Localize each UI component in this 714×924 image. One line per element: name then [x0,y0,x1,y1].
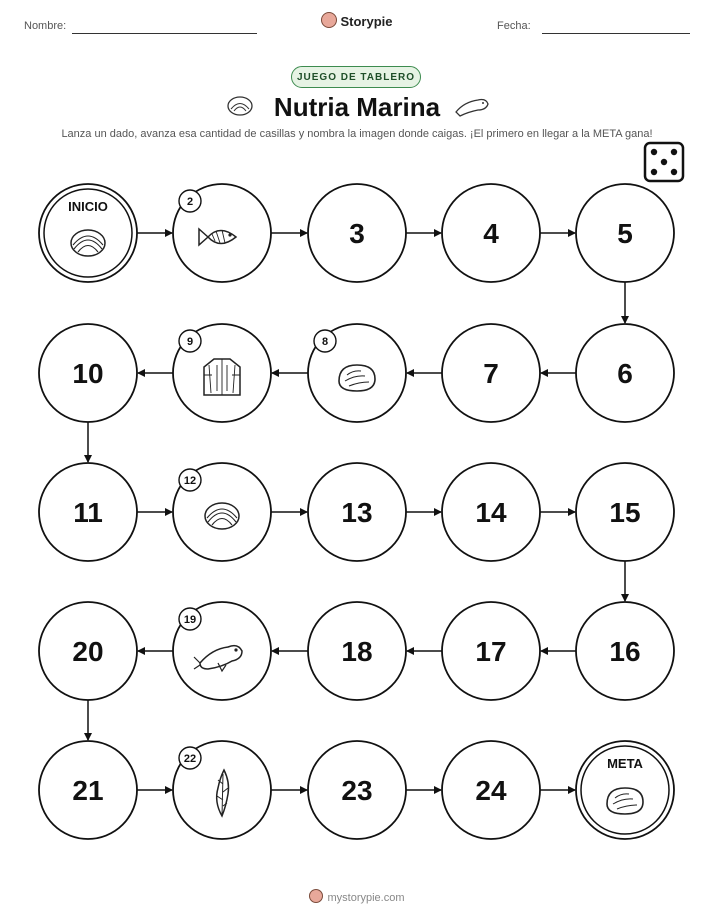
name-label: Nombre: [24,20,67,32]
space-number: 22 [183,753,197,765]
space-21[interactable] [39,741,137,839]
space-number: 24 [475,775,507,806]
space-15[interactable] [576,463,674,561]
space-number: 8 [321,336,329,348]
space-start[interactable] [39,184,137,282]
start-label: INICIO [68,199,108,214]
space-number: 23 [341,775,373,806]
space-number: 3 [349,218,365,249]
space-9[interactable] [173,324,271,422]
space-2[interactable] [173,184,271,282]
space-number: 7 [483,358,499,389]
title-clam-icon [228,97,252,115]
space-12[interactable] [173,463,271,561]
space-24[interactable] [442,741,540,839]
space-number: 15 [609,497,641,528]
space-number: 9 [186,336,194,348]
stone-icon [339,365,375,391]
space-number: 10 [72,358,104,389]
space-7[interactable] [442,324,540,422]
space-11[interactable] [39,463,137,561]
space-number: 18 [341,636,373,667]
space-10[interactable] [39,324,137,422]
space-number: 21 [72,775,104,806]
space-number: 5 [617,218,633,249]
space-number: 13 [341,497,373,528]
space-20[interactable] [39,602,137,700]
space-number: 14 [475,497,507,528]
space-17[interactable] [442,602,540,700]
footer-url: mystorypie.com [327,892,405,904]
stone-icon [607,788,643,814]
bear-footer-icon [309,889,323,903]
space-number: 11 [73,497,103,528]
game-type-badge: JUEGO DE TABLERO [291,66,421,88]
clam-icon [71,230,105,256]
title-seal-icon [456,100,488,117]
space-number: 2 [186,196,194,208]
fur-coat-icon [204,359,240,395]
space-13[interactable] [308,463,406,561]
space-number: 19 [183,614,197,626]
clam-icon [205,503,239,529]
space-number: 20 [72,636,104,667]
space-18[interactable] [308,602,406,700]
space-19[interactable] [173,602,271,700]
space-3[interactable] [308,184,406,282]
dice-icon [645,143,683,181]
space-6[interactable] [576,324,674,422]
footer [0,889,714,904]
space-5[interactable] [576,184,674,282]
space-16[interactable] [576,602,674,700]
space-number: 12 [183,475,197,487]
space-number: 4 [483,218,499,249]
space-number: 16 [609,636,641,667]
space-number: 6 [617,358,633,389]
space-8[interactable] [308,324,406,422]
brand-name: Storypie [340,14,393,29]
space-14[interactable] [442,463,540,561]
space-4[interactable] [442,184,540,282]
instructions: Lanza un dado, avanza esa cantidad de casillas y nombra la imagen donde caigas. ¡El primero en llegar a la META gana! [61,128,653,140]
date-label: Fecha: [497,20,531,32]
space-22[interactable] [173,741,271,839]
page-title: Nutria Marina [273,92,441,122]
goal-label: META [607,756,643,771]
space-23[interactable] [308,741,406,839]
space-number: 17 [475,636,507,667]
space-goal[interactable] [576,741,674,839]
